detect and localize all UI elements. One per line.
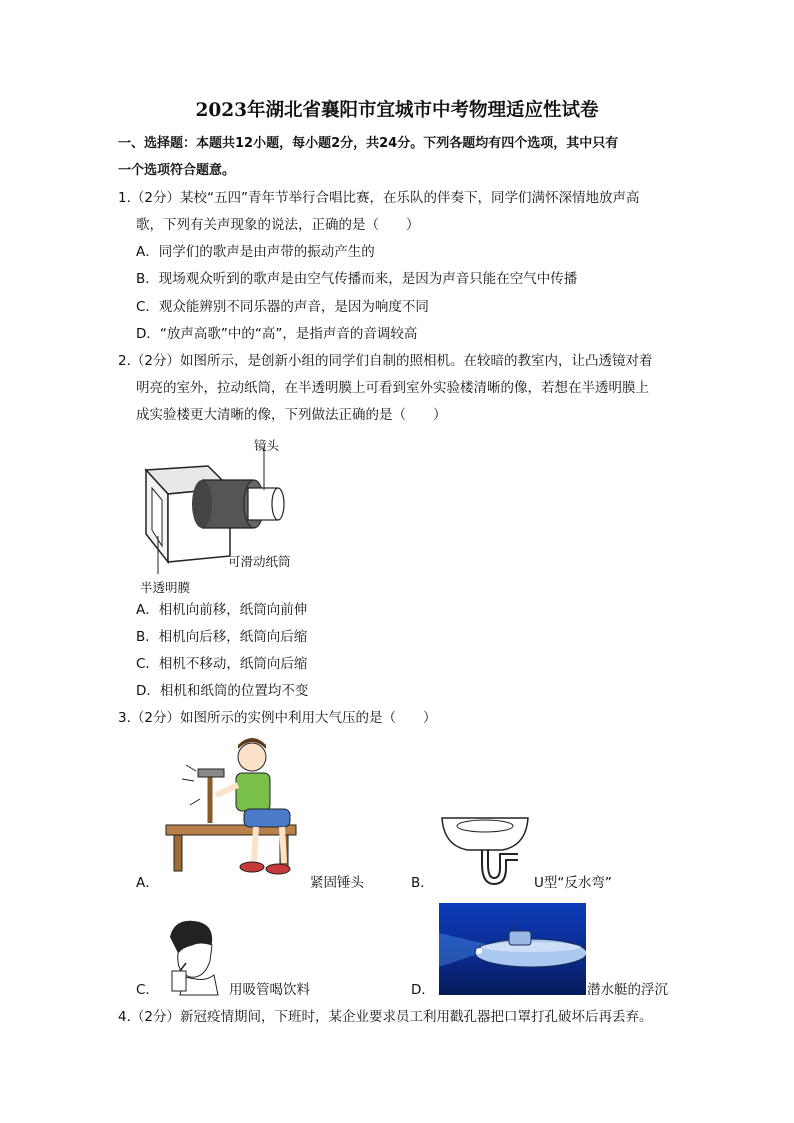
q1-option-d: D．“放声高歌”中的“高”，是指声音的音调较高: [136, 326, 418, 342]
q2-option-b: B．相机向后移，纸筒向后缩: [136, 629, 308, 645]
hammer-illustration: [160, 735, 305, 880]
straw-drinking-illustration: [160, 917, 226, 997]
q3-option-d-caption: 潜水艇的浮沉: [587, 982, 668, 998]
sink-u-trap-illustration: [436, 808, 534, 888]
q1-option-a: A．同学们的歌声是由声带的振动产生的: [136, 244, 375, 260]
q1-option-c: C．观众能辨别不同乐器的声音，是因为响度不同: [136, 299, 429, 315]
q3-stem: 3.（2分）如图所示的实例中利用大气压的是（ ）: [118, 710, 437, 726]
q2-option-c: C．相机不移动，纸筒向后缩: [136, 656, 308, 672]
q2-option-a: A．相机向前移，纸筒向前伸: [136, 602, 308, 618]
page-title: 2023年湖北省襄阳市宜城市中考物理适应性试卷: [195, 100, 599, 121]
q1-stem-line1: 1.（2分）某校“五四”青年节举行合唱比赛，在乐队的伴奏下，同学们满怀深情地放声高: [118, 190, 640, 206]
q4-stem: 4.（2分）新冠疫情期间，下班时，某企业要求员工利用戳孔器把口罩打孔破坏后再丢弃。: [118, 1009, 653, 1025]
figure-label-lens: 镜头: [254, 438, 280, 453]
q2-stem-line3: 成实验楼更大清晰的像，下列做法正确的是（ ）: [136, 407, 447, 423]
q3-option-d-letter: D．: [411, 982, 435, 998]
q3-option-a-letter: A．: [136, 875, 159, 891]
section-heading-line2: 一个选项符合题意。: [118, 163, 236, 178]
q3-option-b-caption: U型“反水弯”: [534, 875, 612, 891]
q3-option-c-caption: 用吸管喝饮料: [229, 982, 310, 998]
q2-stem-line2: 明亮的室外，拉动纸筒，在半透明膜上可看到室外实验楼清晰的像，若想在半透明膜上: [136, 380, 649, 396]
section-heading-line1: 一、选择题：本题共12小题，每小题2分，共24分。下列各题均有四个选项，其中只有: [118, 136, 619, 151]
q3-option-b-letter: B．: [411, 875, 434, 891]
submarine-photo: [439, 903, 586, 995]
camera-figure: [138, 430, 308, 595]
q2-option-d: D．相机和纸筒的位置均不变: [136, 683, 309, 699]
q1-stem-line2: 歌，下列有关声现象的说法，正确的是（ ）: [136, 217, 420, 233]
figure-label-film: 半透明膜: [140, 580, 191, 595]
q2-stem-line1: 2.（2分）如图所示，是创新小组的同学们自制的照相机。在较暗的教室内，让凸透镜对着: [118, 353, 653, 369]
q3-option-a-caption: 紧固锤头: [310, 875, 364, 891]
q1-option-b: B．现场观众听到的歌声是由空气传播而来，是因为声音只能在空气中传播: [136, 271, 578, 287]
q3-option-c-letter: C．: [136, 982, 159, 998]
figure-label-tube: 可滑动纸筒: [228, 554, 291, 569]
